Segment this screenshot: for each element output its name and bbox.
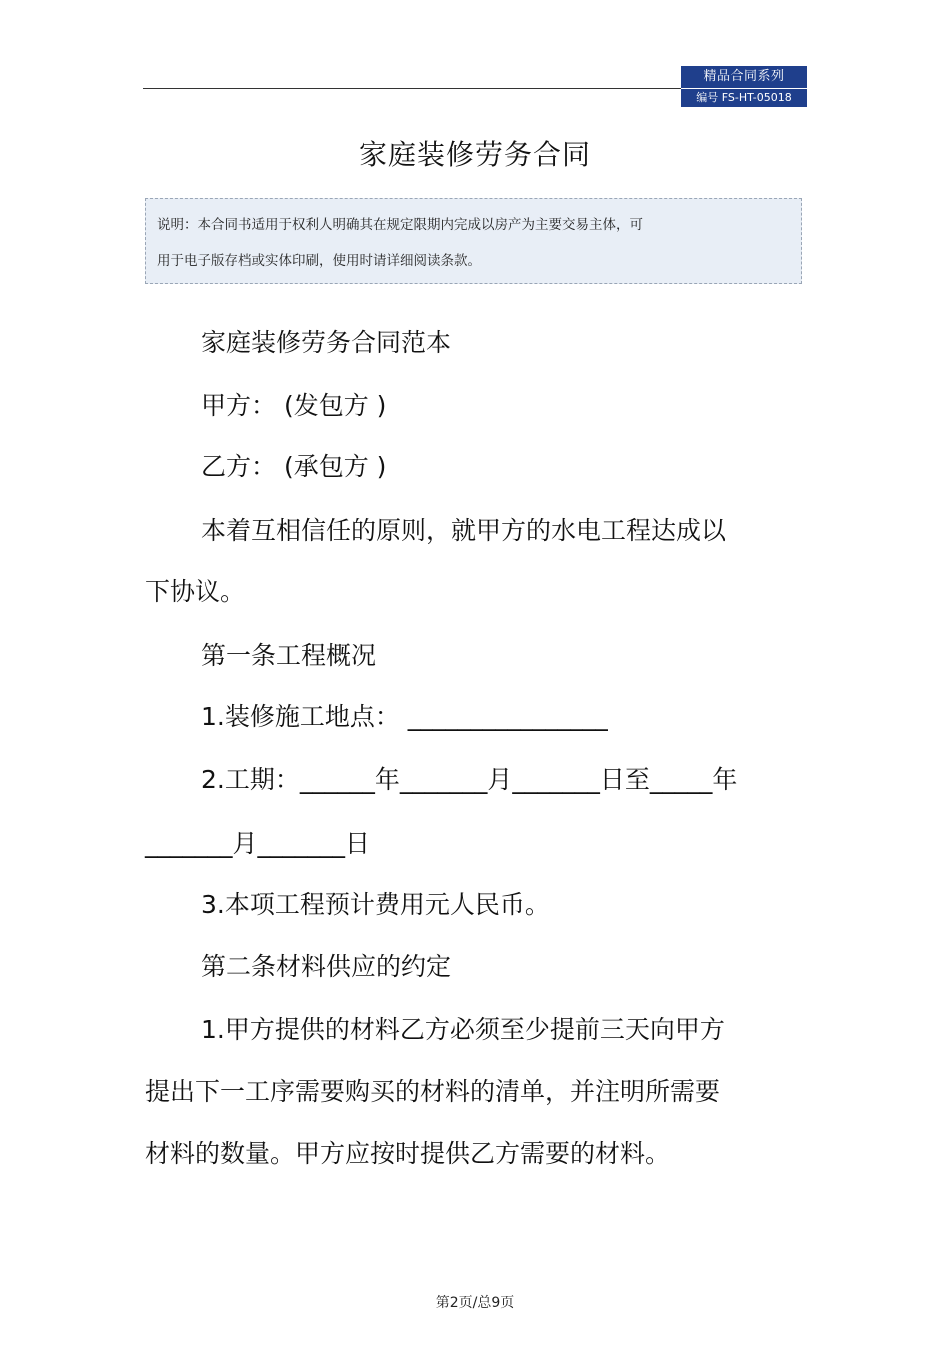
contract-code: 编号 FS-HT-05018 [696, 91, 792, 104]
material-clause-line-2: 提出下一工序需要购买的材料的清单，并注明所需要 [145, 1077, 721, 1106]
construction-site-field: 1.装修施工地点： ________________ [201, 702, 608, 731]
usage-note-line-1: 说明：本合同书适用于权利人明确其在规定限期内完成以房产为主要交易主体，可 [157, 217, 643, 233]
construction-period-line-1: 2.工期：______年_______月_______日至_____年 [201, 765, 738, 794]
party-a-line: 甲方： (发包方 ) [201, 391, 387, 420]
template-title: 家庭装修劳务合同范本 [201, 328, 452, 357]
intro-paragraph-line-2: 下协议。 [145, 577, 246, 606]
document-title: 家庭装修劳务合同 [358, 138, 591, 171]
intro-paragraph-line-1: 本着互相信任的原则，就甲方的水电工程达成以 [201, 516, 727, 545]
party-b-line: 乙方： (承包方 ) [201, 452, 387, 481]
construction-period-line-2: _______月_______日 [145, 829, 371, 858]
page-number: 第2页/总9页 [435, 1295, 515, 1311]
material-clause-line-1: 1.甲方提供的材料乙方必须至少提前三天向甲方 [201, 1015, 725, 1044]
estimated-cost-line: 3.本项工程预计费用元人民币。 [201, 890, 550, 919]
article-2-heading: 第二条材料供应的约定 [201, 952, 452, 981]
usage-note-box [145, 198, 802, 284]
article-1-heading: 第一条工程概况 [201, 641, 377, 670]
material-clause-line-3: 材料的数量。甲方应按时提供乙方需要的材料。 [145, 1139, 671, 1168]
series-badge [681, 66, 807, 107]
usage-note-line-2: 用于电子版存档或实体印刷，使用时请详细阅读条款。 [157, 253, 481, 269]
series-title: 精品合同系列 [703, 69, 785, 84]
